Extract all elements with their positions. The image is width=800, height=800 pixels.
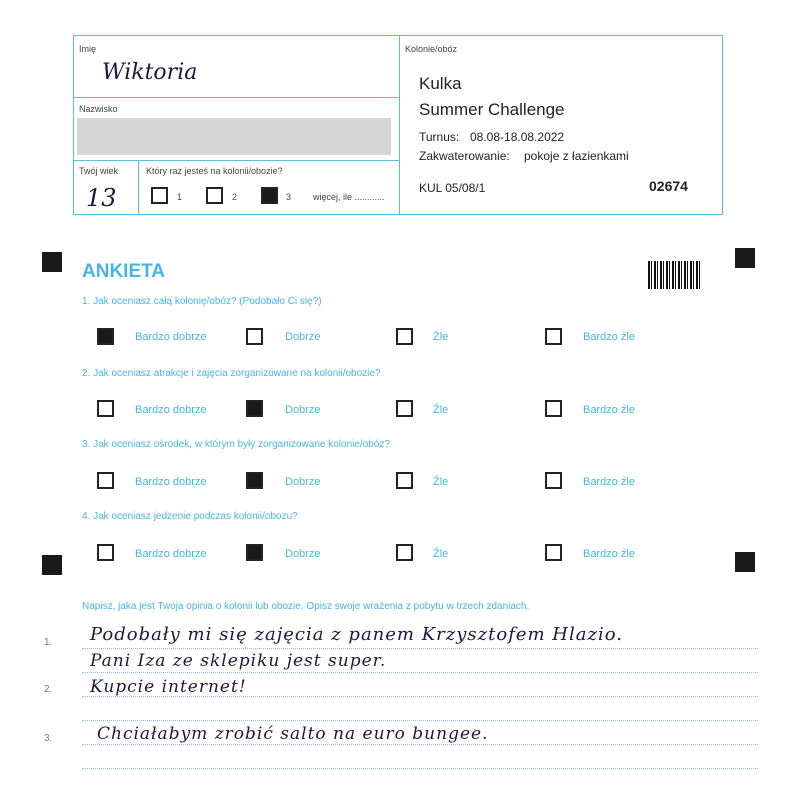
q2-option-label: Bardzo źle — [583, 404, 635, 416]
registration-mark — [42, 555, 62, 575]
registration-mark — [735, 248, 755, 268]
camp-program: Summer Challenge — [419, 100, 565, 119]
q2-option-label: Źle — [433, 404, 449, 416]
header-line — [74, 97, 399, 98]
q3-checkbox-bardzo-dobrze[interactable] — [97, 472, 114, 489]
opinion-prompt: Napisz, jaka jest Twoja opinia o kolonii lub obozie. Opisz swoje wrażenia z pobytu w trzech zdaniach. — [82, 601, 530, 612]
q4-checkbox-bardzo-dobrze[interactable] — [97, 544, 114, 561]
q3-checkbox-zle[interactable] — [396, 472, 413, 489]
q2-checkbox-bardzo-dobrze[interactable] — [97, 400, 114, 417]
q4-checkbox-bardzo-zle[interactable] — [545, 544, 562, 561]
header-form — [73, 35, 723, 215]
q4-checkbox-dobrze[interactable] — [246, 544, 263, 561]
wiecej-label: więcej, ile ............ — [313, 192, 385, 202]
registration-mark — [735, 552, 755, 572]
wiek-label: Twój wiek — [79, 166, 119, 176]
imie-value: Wiktoria — [102, 60, 198, 85]
q4-checkbox-zle[interactable] — [396, 544, 413, 561]
q3-checkbox-dobrze[interactable] — [246, 472, 263, 489]
survey-title: ANKIETA — [82, 261, 166, 282]
form-number: 02674 — [649, 178, 688, 194]
zakwaterowanie-value: pokoje z łazienkami — [524, 149, 629, 163]
q1-option-label: Bardzo źle — [583, 331, 635, 343]
writing-line — [82, 648, 758, 649]
q3-option-label: Źle — [433, 476, 449, 488]
question-2: 2. Jak oceniasz atrakcje i zajęcia zorganizowane na kolonii/obozie? — [82, 368, 381, 379]
line-number: 2. — [44, 684, 53, 695]
writing-line — [82, 672, 758, 673]
ktory-raz-checkbox-1[interactable] — [151, 187, 168, 204]
camp-code: KUL 05/08/1 — [419, 181, 486, 195]
question-3: 3. Jak oceniasz ośrodek, w którym były zorganizowane kolonie/obóz? — [82, 439, 390, 450]
q3-checkbox-bardzo-zle[interactable] — [545, 472, 562, 489]
line-number: 1. — [44, 637, 53, 648]
q4-option-label: Bardzo źle — [583, 548, 635, 560]
q2-checkbox-bardzo-zle[interactable] — [545, 400, 562, 417]
ktory-raz-checkbox-2[interactable] — [206, 187, 223, 204]
q4-option-label: Dobrze — [285, 548, 321, 560]
line-number: 3. — [44, 733, 53, 744]
header-line — [74, 160, 399, 161]
wiek-value: 13 — [86, 184, 117, 212]
ktory-raz-checkbox-3[interactable] — [261, 187, 278, 204]
q2-checkbox-dobrze[interactable] — [246, 400, 263, 417]
q2-checkbox-zle[interactable] — [396, 400, 413, 417]
ktory-raz-label: Który raz jesteś na kolonii/obozie? — [146, 166, 283, 176]
turnus-value: 08.08-18.08.2022 — [470, 130, 565, 144]
barcode-icon — [648, 261, 702, 289]
question-1: 1. Jak oceniasz całą kolonię/obóz? (Podobało Ci się?) — [82, 296, 322, 307]
q4-option-label: Bardzo dobrze — [135, 548, 207, 560]
q3-option-label: Bardzo dobrze — [135, 476, 207, 488]
q2-option-label: Bardzo dobrze — [135, 404, 207, 416]
answer-line-3: Kupcie internet! — [90, 677, 247, 697]
writing-line — [82, 720, 758, 721]
q3-option-label: Dobrze — [285, 476, 321, 488]
q2-option-label: Dobrze — [285, 404, 321, 416]
writing-line — [82, 744, 758, 745]
registration-mark — [42, 252, 62, 272]
q1-checkbox-bardzo-zle[interactable] — [545, 328, 562, 345]
answer-line-2: Pani Iza ze sklepiku jest super. — [90, 651, 387, 671]
q1-checkbox-bardzo-dobrze[interactable] — [97, 328, 114, 345]
question-4: 4. Jak oceniasz jedzenie podczas kolonii/obozu? — [82, 511, 298, 522]
q3-option-label: Bardzo źle — [583, 476, 635, 488]
q1-option-label: Źle — [433, 331, 449, 343]
nazwisko-label: Nazwisko — [79, 104, 118, 114]
writing-line — [82, 768, 758, 769]
camp-name: Kulka — [419, 74, 462, 93]
kolonia-label: Kolonie/obóz — [405, 44, 458, 54]
imie-label: Imię — [79, 44, 97, 54]
q4-option-label: Źle — [433, 548, 449, 560]
answer-line-4: Chciałabym zrobić salto na euro bungee. — [97, 724, 489, 744]
q1-option-label: Dobrze — [285, 331, 321, 343]
zakwaterowanie-label: Zakwaterowanie: — [419, 149, 510, 163]
q1-checkbox-dobrze[interactable] — [246, 328, 263, 345]
answer-line-1: Podobały mi się zajęcia z panem Krzysztofem Hlazio. — [90, 624, 623, 645]
turnus-label: Turnus: — [419, 130, 460, 144]
ktory-raz-option-3: 3 — [286, 192, 292, 202]
header-divider — [399, 36, 400, 214]
ktory-raz-option-1: 1 — [177, 192, 183, 202]
q1-checkbox-zle[interactable] — [396, 328, 413, 345]
nazwisko-redacted — [77, 118, 391, 155]
ktory-raz-option-2: 2 — [232, 192, 238, 202]
header-line — [138, 160, 139, 214]
q1-option-label: Bardzo dobrze — [135, 331, 207, 343]
